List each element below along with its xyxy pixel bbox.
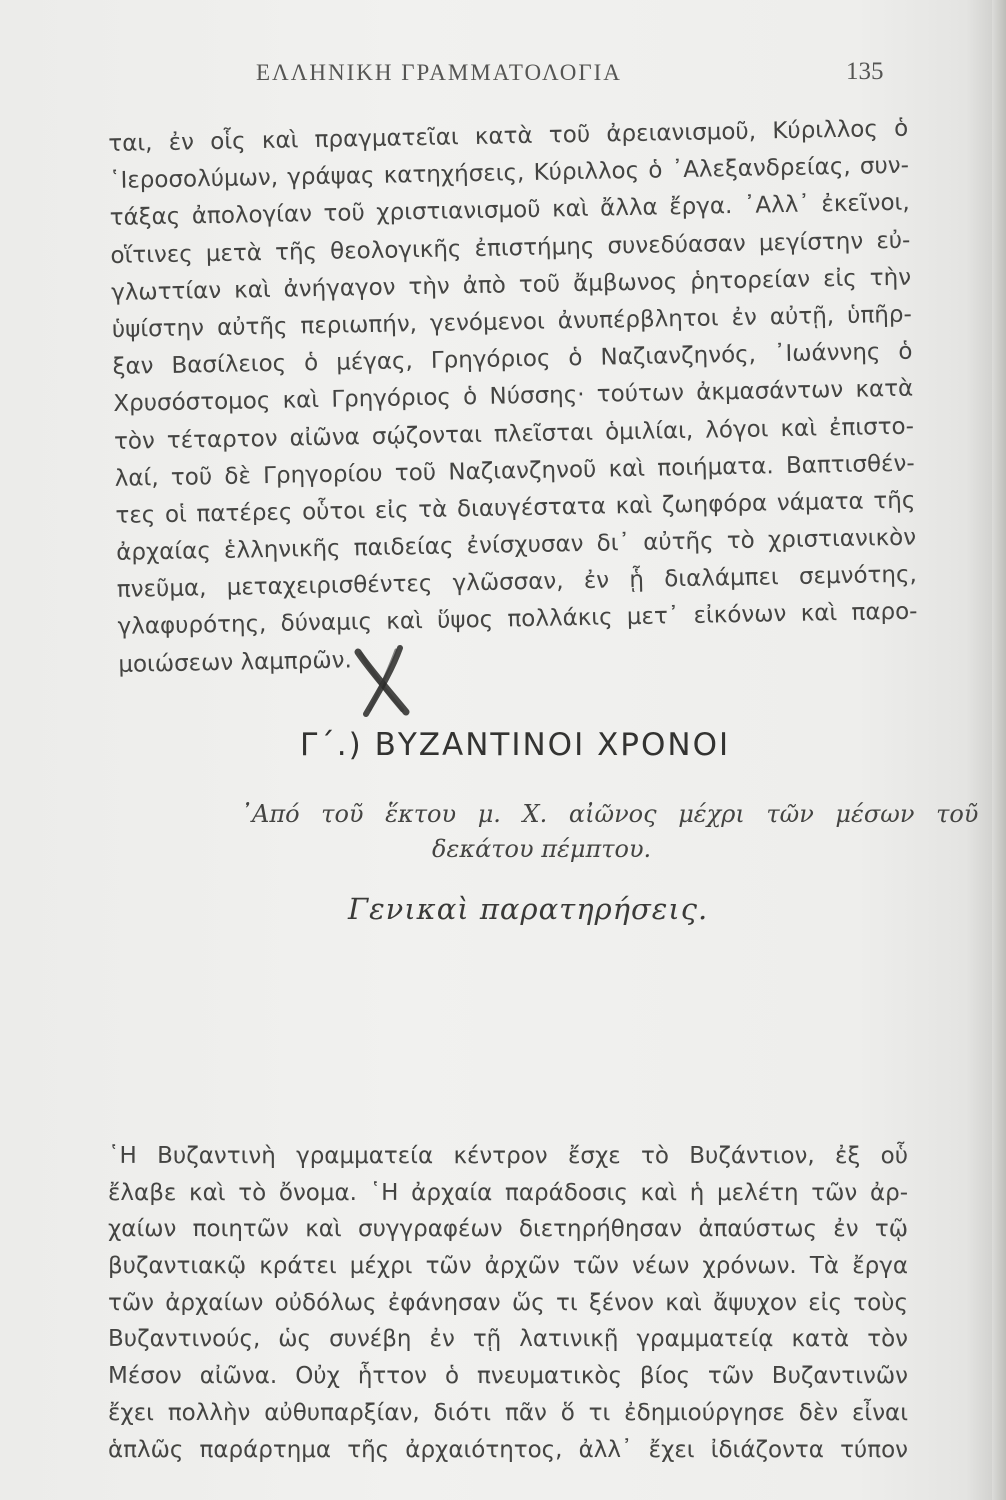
text-line: ῾Η Βυζαντινὴ γραμματεία κέντρον ἔσχε τὸ Βυζάντιον, ἐξ οὗ [108,1143,908,1169]
subheading: Γενικαὶ παρατηρήσεις. [348,892,709,926]
text-line: τῶν ἀρχαίων οὐδόλως ἐφάνησαν ὥς τι ξένον καὶ ἄψυχον εἰς τοὺς [108,1289,908,1316]
text-line: ἀρχαίας ἑλληνικῆς παιδείας ἐνίσχυσαν δι᾿ αὐτῆς τὸ χριστιανικὸν [115,524,917,566]
text-line: ῾Ιεροσολύμων, γράψας κατηχήσεις, Κύριλλος ὁ ᾿Αλεξανδρείας, συν- [108,152,910,195]
text-line: ὑψίστην αὐτῆς περιωπήν, γενόμενοι ἀνυπέρβλητοι ἐν αὐτῇ, ὑπῆρ- [111,301,913,343]
text-line: τάξας ἀπολογίαν τοῦ χριστιανισμοῦ καὶ ἄλλα ἔργα. ᾿Αλλ᾿ ἐκεῖνοι, [109,190,910,232]
text-line: τὸν τέταρτον αἰῶνα σῴζονται πλεῖσται ὁμιλίαι, λόγοι καὶ ἐπιστο- [113,413,915,455]
text-line: χαίων ποιητῶν καὶ συγγραφέων διετηρήθησαν ἀπαύστως ἐν τῷ [108,1216,908,1243]
text-line: λαί, τοῦ δὲ Γρηγορίου τοῦ Ναζιανζηνοῦ καὶ ποιήματα. Βαπτισθέν- [114,450,915,492]
section-heading: Γ΄.) ΒΥΖΑΝΤΙΝΟΙ ΧΡΟΝΟΙ [300,727,731,763]
text-line: Μέσον αἰῶνα. Οὐχ ἧττον ὁ πνευματικὸς βίος τῶν Βυζαντινῶν [108,1363,908,1390]
text-line: βυζαντιακῷ κράτει μέχρι τῶν ἀρχῶν τῶν νέων χρόνων. Τὰ ἔργα [108,1253,908,1280]
section-subtitle: δεκάτου πέμπτου. [432,835,652,863]
top-paragraph [108,111,919,684]
page-edge-shadow [992,0,1006,1500]
pencil-x-mark-icon [340,640,420,720]
text-line: ξαν Βασίλειος ὁ μέγας, Γρηγόριος ὁ Ναζιανζηνός, ᾿Ιωάννης ὁ [112,338,913,381]
text-line: ἁπλῶς παράρτημα τῆς ἀρχαιότητος, ἀλλ᾿ ἔχει ἰδιάζοντα τύπον [108,1436,908,1463]
running-head-title: ΕΛΛΗΝΙΚΗ ΓΡΑΜΜΑΤΟΛΟΓΙΑ [256,60,622,85]
text-line: τες οἱ πατέρες οὗτοι εἰς τὰ διαυγέστατα καὶ ζωηφόρα νάματα τῆς [115,487,916,529]
text-line: γλωττίαν καὶ ἀνήγαγον τὴν ἀπὸ τοῦ ἄμβωνος ῥητορείαν εἰς τὴν [110,264,912,306]
text-line: ται, ἐν οἷς καὶ πραγματεῖαι κατὰ τοῦ ἀρειανισμοῦ, Κύριλλος ὁ [108,115,909,157]
text-line: οἵτινες μετὰ τῆς θεολογικῆς ἐπιστήμης συνεδύασαν μεγίστην εὐ- [110,227,911,269]
section-subtitle: ᾿Από τοῦ ἕκτου μ. Χ. αἰῶνος μέχρι τῶν μέσων τοῦ [240,800,979,828]
text-line: μοιώσεων λαμπρῶν. [118,647,352,678]
text-line: ἔχει πολλὴν αὐθυπαρξίαν, διότι πᾶν ὅ τι ἐδημιούργησε δὲν εἶναι [108,1399,908,1426]
text-line: γλαφυρότης, δύναμις καὶ ὕψος πολλάκις μετ᾿ εἰκόνων καὶ παρο- [117,598,918,641]
text-line: Βυζαντινούς, ὡς συνέβη ἐν τῇ λατινικῇ γραμματείᾳ κατὰ τὸν [108,1326,908,1353]
page-number: 135 [846,58,884,85]
text-line: πνεῦμα, μεταχειρισθέντες γλῶσσαν, ἐν ᾗ διαλάμπει σεμνότης, [116,561,918,604]
bottom-paragraph [108,1138,908,1468]
text-line: Χρυσόστομος καὶ Γρηγόριος ὁ Νύσσης· τούτων ἀκμασάντων κατὰ [113,375,914,418]
text-line: ἔλαβε καὶ τὸ ὄνομα. ῾Η ἀρχαία παράδοσις καὶ ἡ μελέτη τῶν ἀρ- [108,1179,908,1206]
